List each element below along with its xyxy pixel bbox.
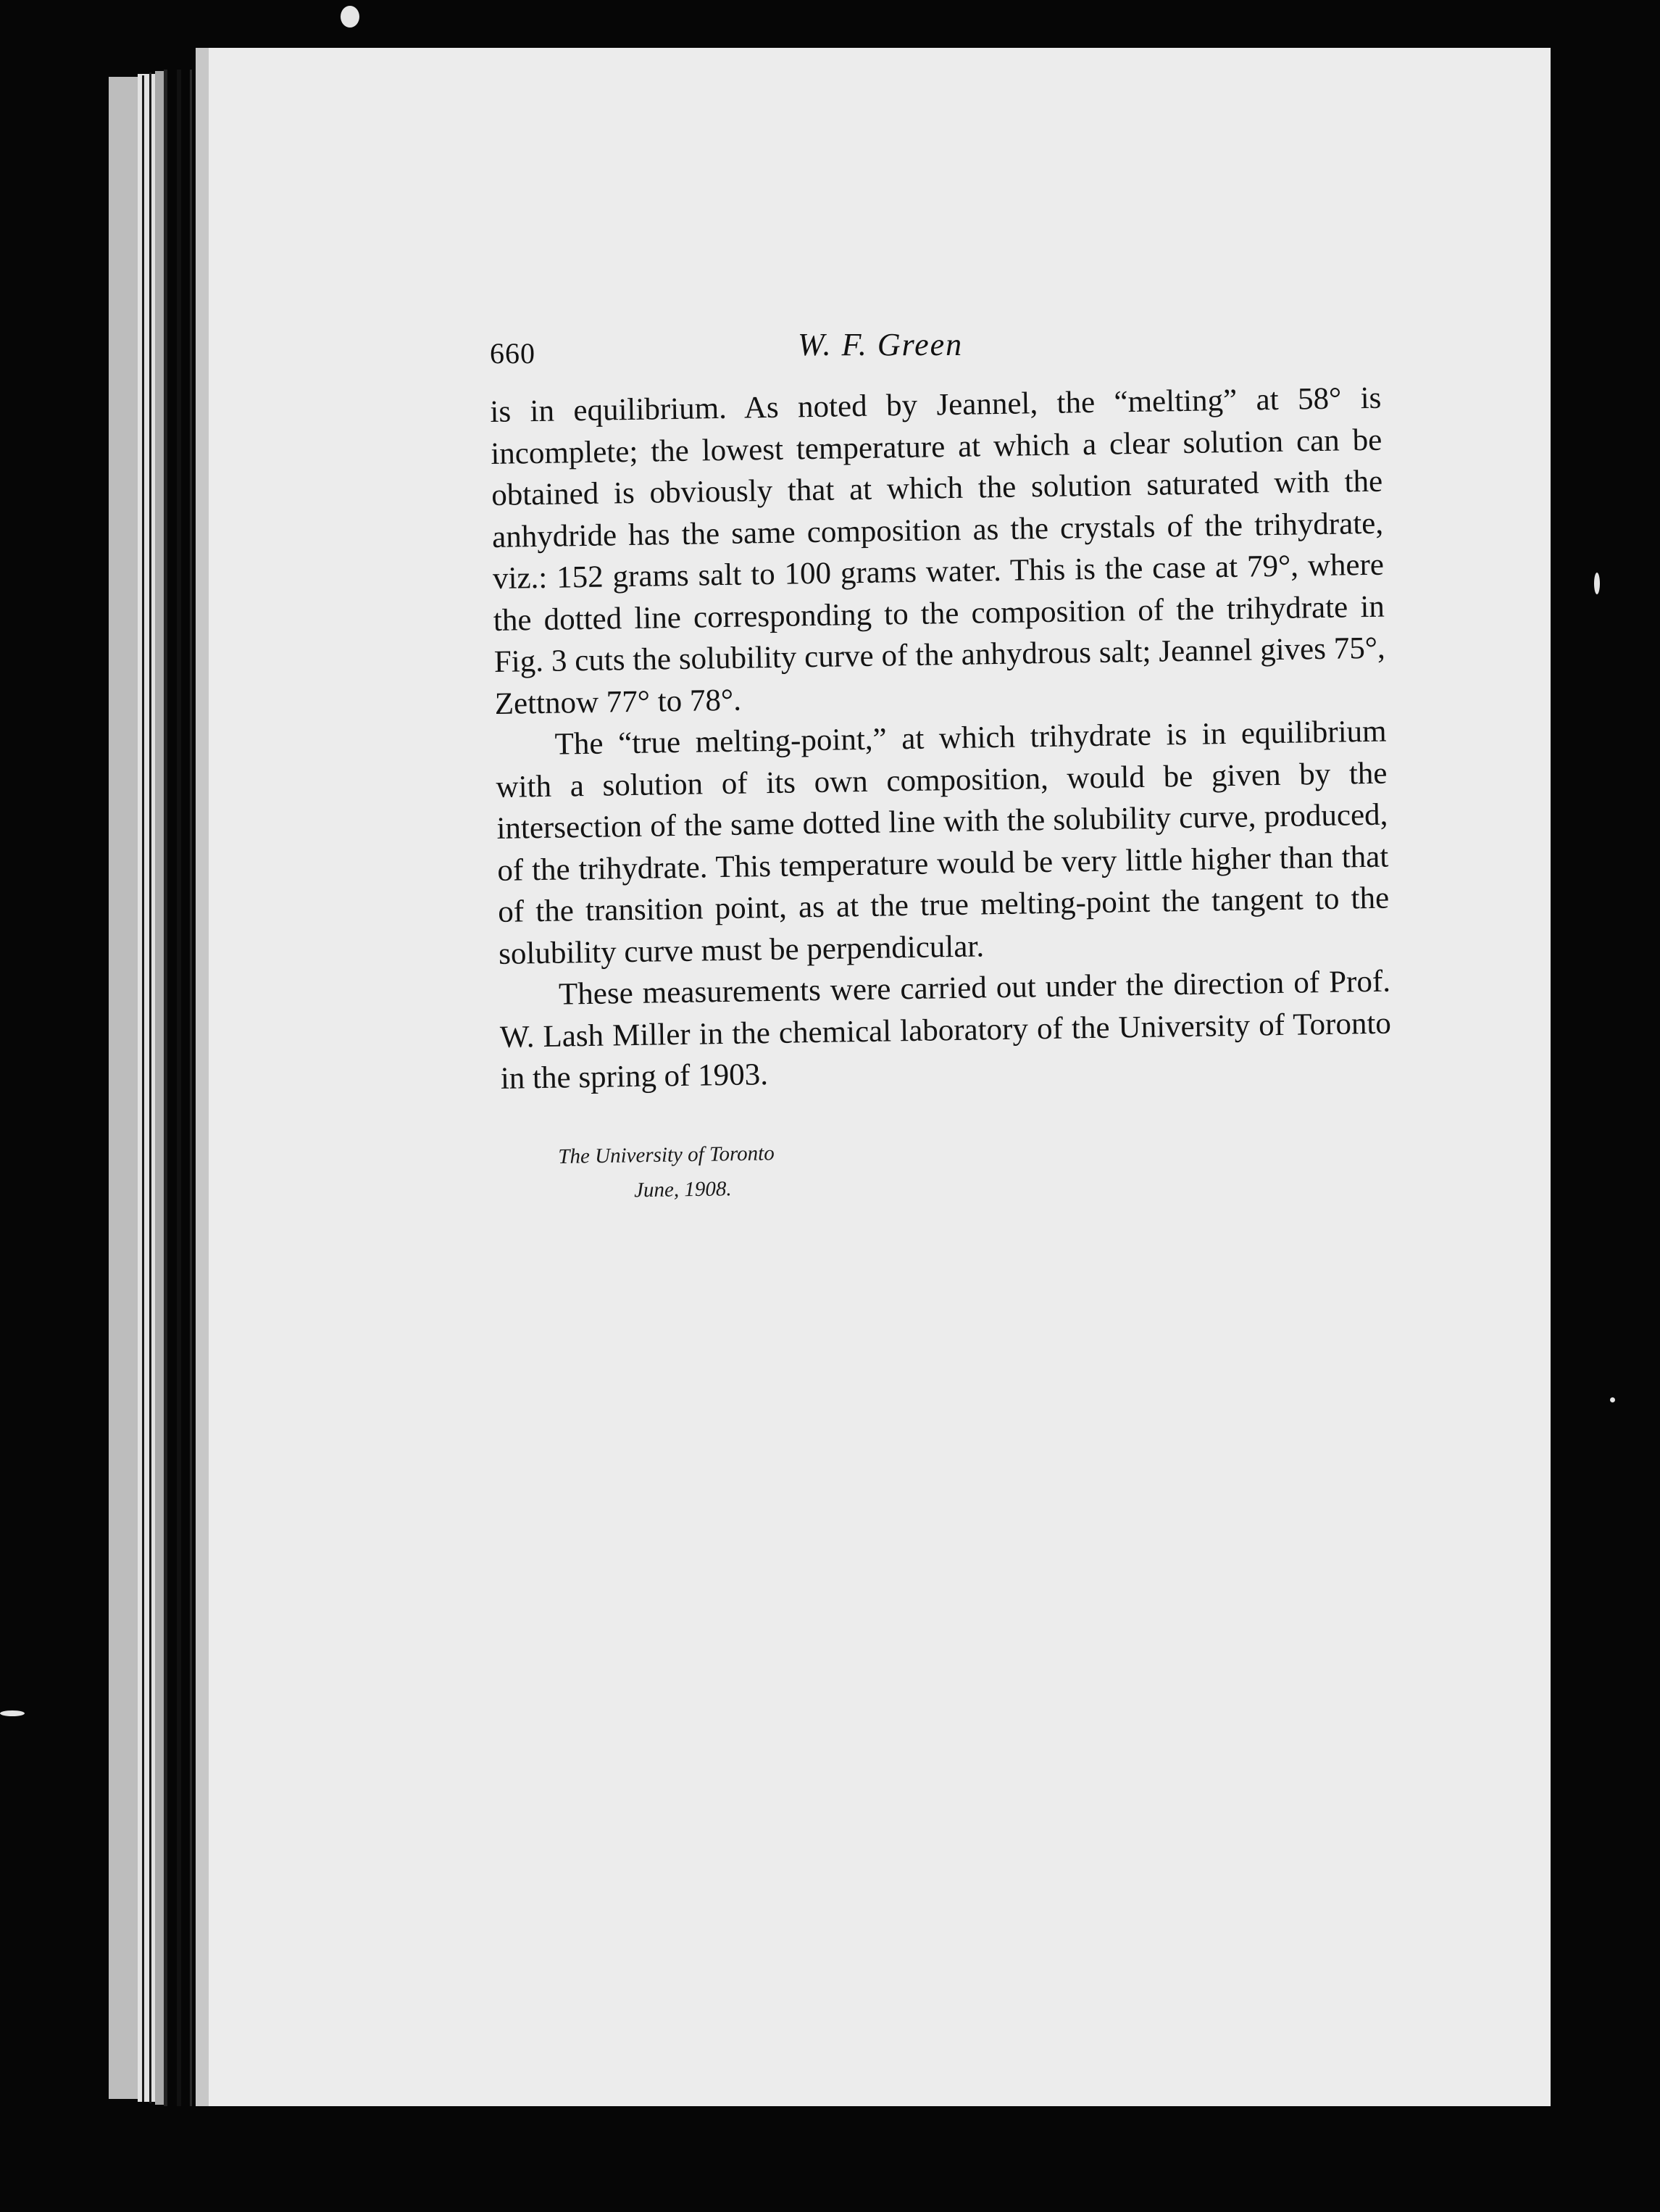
scan-speck bbox=[341, 6, 359, 28]
running-head: W. F. Green bbox=[798, 327, 964, 362]
signoff-institution: The University of Toronto bbox=[558, 1142, 775, 1168]
gutter-line bbox=[149, 72, 151, 2103]
scan-speck bbox=[0, 1710, 25, 1716]
gutter-line bbox=[164, 70, 167, 2106]
page-header bbox=[490, 326, 1381, 377]
signoff bbox=[558, 1136, 775, 1209]
signoff-date: June, 1908. bbox=[633, 1177, 732, 1202]
paragraph-1: is in equilibrium. As noted by Jeannel, the “melting” at 58° is incomplete; the lowest temperature at which a clear solution can be obtained is obviously that at which the solution saturated with the anhydride has the same composition as the crystals of the trihydrate, viz.: 152 grams salt to 100 grams water. This is the case at 79°, where the dotted line corresponding to the composition of the trihydrate in Fig. 3 cuts the solubility curve of the anhydrous salt; Jeannel gives 75°, Zettnow 77° to 78°. bbox=[490, 381, 1386, 721]
page-number: 660 bbox=[490, 337, 535, 370]
scan-speck bbox=[1610, 1397, 1615, 1402]
page-edge bbox=[109, 77, 138, 2099]
page-gutter-shadow bbox=[196, 48, 209, 2106]
page-edge bbox=[138, 74, 155, 2102]
scan-speck bbox=[1594, 573, 1600, 594]
gutter-line bbox=[190, 70, 192, 2106]
gutter-line bbox=[142, 75, 144, 2102]
paragraph-3: These measurements were carried out under the direction of Prof. W. Lash Miller in the chemical laboratory of the University of Toronto in the spring of 1903. bbox=[499, 964, 1392, 1096]
body-text bbox=[490, 378, 1392, 1100]
gutter-line bbox=[177, 70, 181, 2106]
paragraph-2: The “true melting-point,” at which trihydrate is in equilibrium with a solution of its own composition, would be given by the intersection of the same dotted line with the solubility curve, produced, of the trihydrate. This temperature would be very little higher than that of the transition point, as at the true melting-point the tangent to the solubility curve must be perpendicular. bbox=[496, 714, 1390, 971]
